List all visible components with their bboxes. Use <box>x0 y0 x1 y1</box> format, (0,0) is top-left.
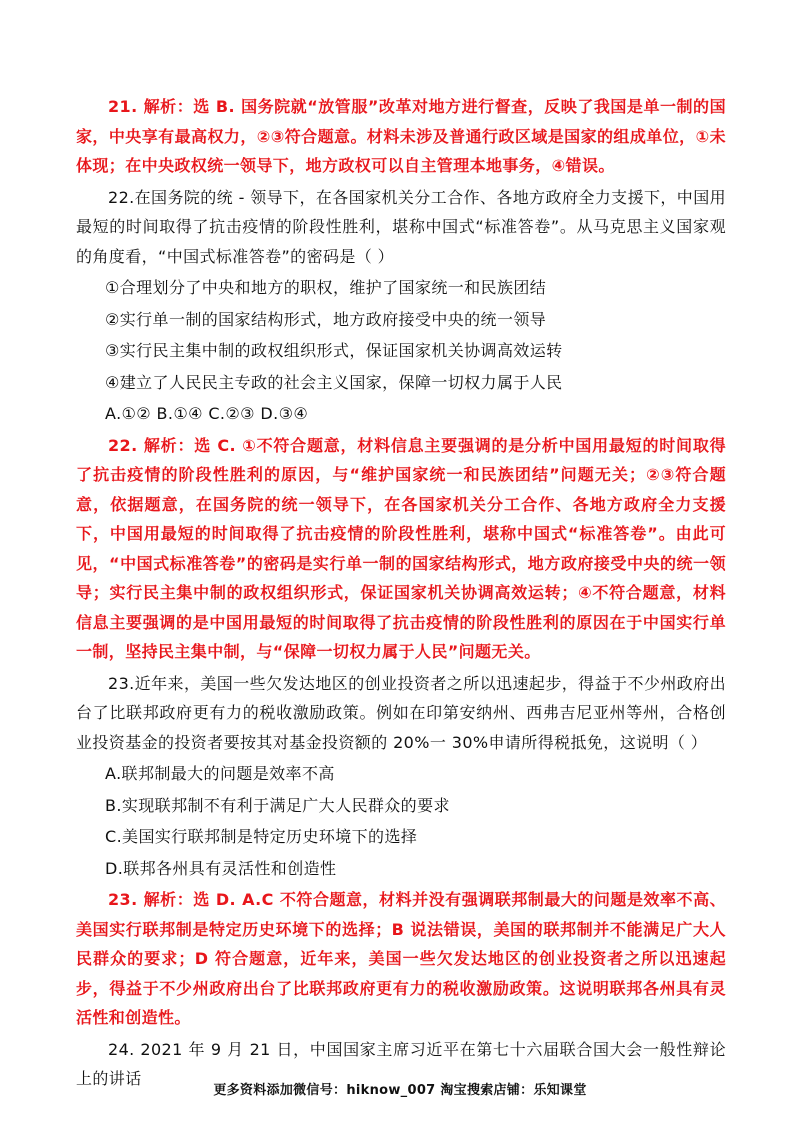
document-body <box>76 92 726 1096</box>
question-23-choice-d: D.联邦各州具有灵活性和创造性 <box>105 858 337 878</box>
question-23-choice-b: B.实现联邦制不有利于满足广大人民群众的要求 <box>105 795 450 815</box>
page-footer: 更多资料添加微信号：hiknow_007 淘宝搜索店铺：乐知课堂 <box>213 1083 587 1098</box>
question-22-stem: 22.在国务院的统 - 领导下，在各国家机关分工合作、各地方政府全力支援下，中国用最短的时间取得了抗击疫情的阶段性胜利，堪称中国式“标准答卷”。从马克思主义国家观的角度看，“中国式标准答卷”的密码是（ ） <box>76 187 726 266</box>
question-22-statement-1: ①合理划分了中央和地方的职权，维护了国家统一和民族团结 <box>105 278 547 297</box>
answer-23-explanation: 23. 解析：选 D. A.C 不符合题意，材料并没有强调联邦制最大的问题是效率不高、美国实行联邦制是特定历史环境下的选择；B 说法错误，美国的联邦制并不能满足广大人民群众的要求；D 符合题意，近年来，美国一些欠发达地区的创业投资者之所以迅速起步，得益于不少州政府出台了比联邦政府更有力的税收激励政策。这说明联邦各州具有灵活性和创造性。 <box>76 890 726 1027</box>
question-23-stem: 23.近年来，美国一些欠发达地区的创业投资者之所以迅速起步，得益于不少州政府出台了比联邦政府更有力的税收激励政策。例如在印第安纳州、西弗吉尼亚州等州，合格创业投资基金的投资者要按其对基金投资额的 20%一 30%申请所得税抵免，这说明（ ） <box>76 673 726 752</box>
question-22-statement-3: ③实行民主集中制的政权组织形式，保证国家机关协调高效运转 <box>105 341 563 360</box>
question-23-choice-a: A.联邦制最大的问题是效率不高 <box>105 764 335 783</box>
answer-21-explanation: 21. 解析：选 B. 国务院就“放管服”改革对地方进行督查，反映了我国是单一制的国家，中央享有最高权力，②③符合题意。材料未涉及普通行政区域是国家的组成单位，①未体现；在中央政权统一领导下，地方政权可以自主管理本地事务，④错误。 <box>76 97 726 175</box>
question-22-choices: A.①② B.①④ C.②③ D.③④ <box>105 404 309 423</box>
question-22-statement-4: ④建立了人民民主专政的社会主义国家，保障一切权力属于人民 <box>105 372 563 392</box>
question-23-choice-c: C.美国实行联邦制是特定历史环境下的选择 <box>105 827 418 846</box>
question-24-stem: 24. 2021 年 9 月 21 日，中国国家主席习近平在第七十六届联合国大会一般性辩论上的讲话 <box>76 1039 726 1088</box>
question-22-statement-2: ②实行单一制的国家结构形式，地方政府接受中央的统一领导 <box>105 309 547 329</box>
answer-22-explanation: 22. 解析：选 C. ①不符合题意，材料信息主要强调的是分析中国用最短的时间取得了抗击疫情的阶段性胜利的原因，与“维护国家统一和民族团结”问题无关；②③符合题意，依据题意，在国务院的统一领导下，在各国家机关分工合作、各地方政府全力支援下，中国用最短的时间取得了抗击疫情的阶段性胜利，堪称中国式“标准答卷”。由此可见，“中国式标准答卷”的密码是实行单一制的国家结构形式，地方政府接受中央的统一领导；实行民主集中制的政权组织形式，保证国家机关协调高效运转；④不符合题意，材料信息主要强调的是中国用最短的时间取得了抗击疫情的阶段性胜利的原因在于中国实行单一制，坚持民主集中制，与“保障一切权力属于人民”问题无关。 <box>76 435 726 661</box>
